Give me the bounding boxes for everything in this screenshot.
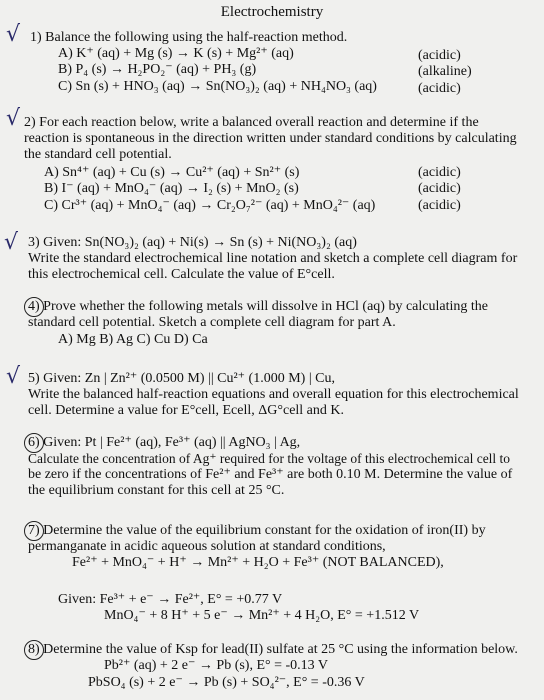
problem-2-part-a: A) Sn⁴⁺ (aq) + Cu (s) → Cu²⁺ (aq) + Sn²⁺ (s) (44, 165, 300, 180)
problem-3-given: 3) Given: Sn(NO₃)₂ (aq) + Ni(s) → Sn (s) + Ni(NO₃)₂ (aq) (28, 235, 357, 250)
problem-5-line-2: Write the balanced half-reaction equations and overall equation for this electrochemical (28, 387, 519, 402)
problem-6-line-4: the equilibrium constant for this cell at 25 °C. (28, 483, 285, 498)
problem-6-line-3: be zero if the concentrations of Fe²⁺ and Fe³⁺ are both 0.10 M. Determine the value of (28, 467, 513, 482)
problem-5-line-3: cell. Determine a value for E°cell, Ecell, ΔG°cell and K. (28, 403, 345, 418)
problem-6-line-2: Calculate the concentration of Ag⁺ required for the voltage of this electrochemical cell to (28, 451, 511, 466)
problem-7-given-1: Given: Fe³⁺ + e⁻ → Fe²⁺, E° = +0.77 V (58, 592, 283, 607)
problem-1-condition-b: (alkaline) (418, 64, 472, 79)
problem-1-heading: 1) Balance the following using the half-reaction method. (30, 30, 348, 45)
problem-8-heading: 8) Determine the value of Ksp for lead(II) sulfate at 25 °C using the information below. (28, 642, 518, 657)
check-mark-icon: √ (4, 230, 19, 255)
problem-4-line-2: standard cell potential. Sketch a complete cell diagram for part A. (28, 315, 396, 330)
problem-3-line-3: this electrochemical cell. Calculate the value of E°cell. (28, 267, 335, 282)
problem-2-condition-b: (acidic) (418, 181, 461, 196)
problem-2-line-3: the standard cell potential. (24, 147, 172, 162)
problem-7-given-2: MnO₄⁻ + 8 H⁺ + 5 e⁻ → Mn²⁺ + 4 H₂O, E° = +1.512 V (104, 608, 420, 623)
problem-2-condition-a: (acidic) (418, 165, 461, 180)
problem-6-given: 6) Given: Pt | Fe²⁺ (aq), Fe³⁺ (aq) || AgNO₃ | Ag, (28, 435, 301, 450)
problem-1-part-b: B) P₄ (s) → H₂PO₂⁻ (aq) + PH₃ (g) (58, 62, 257, 77)
problem-7-heading: 7) Determine the value of the equilibrium constant for the oxidation of iron(II) by (28, 523, 486, 538)
problem-2-part-c: C) Cr³⁺ (aq) + MnO₄⁻ (aq) → Cr₂O₇²⁻ (aq) + MnO₄²⁻ (aq) (44, 198, 376, 213)
problem-4-metals: A) Mg B) Ag C) Cu D) Ca (58, 332, 208, 347)
check-mark-icon: √ (6, 364, 21, 389)
problem-7-reaction: Fe²⁺ + MnO₄⁻ + H⁺ → Mn²⁺ + H₂O + Fe³⁺ (NOT BALANCED), (72, 555, 444, 570)
problem-1-part-a: A) K⁺ (aq) + Mg (s) → K (s) + Mg²⁺ (aq) (58, 46, 294, 61)
check-mark-icon: √ (6, 106, 21, 131)
problem-8-given-2: PbSO₄ (s) + 2 e⁻ → Pb (s) + SO₄²⁻, E° = -0.36 V (88, 675, 365, 690)
problem-1-part-c: C) Sn (s) + HNO₃ (aq) → Sn(NO₃)₂ (aq) + NH₄NO₃ (aq) (58, 79, 377, 94)
problem-2-heading: 2) For each reaction below, write a balanced overall reaction and determine if the (24, 115, 479, 130)
problem-3-line-2: Write the standard electrochemical line notation and sketch a complete cell diagram for (28, 251, 518, 266)
problem-2-condition-c: (acidic) (418, 198, 461, 213)
problem-7-line-2: permanganate in acidic aqueous solution at standard conditions, (28, 539, 386, 554)
problem-4-heading: 4) Prove whether the following metals will dissolve in HCl (aq) by calculating the (28, 299, 488, 314)
problem-2-line-2: reaction is spontaneous in the direction written under standard conditions by calculating (24, 131, 517, 146)
problem-2-part-b: B) I⁻ (aq) + MnO₄⁻ (aq) → I₂ (s) + MnO₂ (s) (44, 181, 299, 196)
problem-8-given-1: Pb²⁺ (aq) + 2 e⁻ → Pb (s), E° = -0.13 V (104, 658, 329, 673)
problem-5-given: 5) Given: Zn | Zn²⁺ (0.0500 M) || Cu²⁺ (1.000 M) | Cu, (28, 371, 335, 386)
problem-1-condition-c: (acidic) (418, 81, 461, 96)
problem-1-condition-a: (acidic) (418, 48, 461, 63)
check-mark-icon: √ (6, 22, 21, 47)
page-title: Electrochemistry (220, 4, 324, 20)
